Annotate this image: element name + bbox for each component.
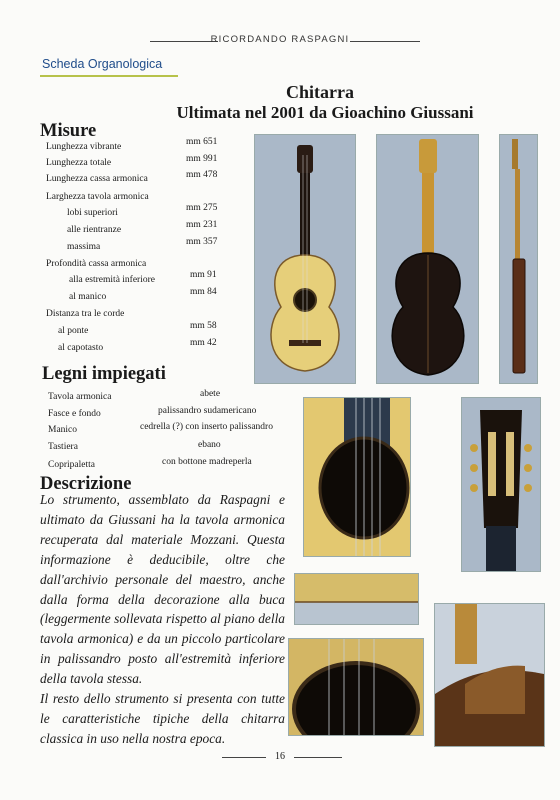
legni-value: cedrella (?) con inserto palissandro (140, 422, 273, 432)
misure-label: Lunghezza totale (46, 158, 112, 168)
heel-detail-photo (434, 603, 545, 747)
legni-heading: Legni impiegati (42, 364, 166, 384)
misure-value: mm 91 (190, 270, 217, 280)
top-edge-detail-photo (294, 573, 419, 625)
misure-label: Lunghezza vibrante (46, 142, 122, 152)
descrizione-heading: Descrizione (40, 474, 132, 494)
legni-label: Tavola armonica (48, 392, 112, 402)
legni-label: Fasce e fondo (48, 409, 101, 419)
page-title: Chitarra (286, 82, 354, 102)
legni-value: con bottone madreperla (162, 457, 252, 467)
misure-value: mm 275 (186, 203, 218, 213)
misure-value: mm 991 (186, 154, 218, 164)
misure-label: lobi superiori (67, 208, 118, 218)
section-label: Scheda Organologica (42, 57, 163, 71)
misure-value: mm 478 (186, 170, 218, 180)
misure-label: massima (67, 242, 101, 252)
misure-label: al manico (69, 292, 107, 302)
misure-label: Distanza tra le corde (46, 309, 125, 319)
legni-value: abete (200, 389, 221, 399)
misure-label: al ponte (58, 326, 89, 336)
misure-label: alla estremità inferiore (69, 275, 155, 285)
legni-label: Manico (48, 425, 78, 435)
misure-label: Lunghezza cassa armonica (46, 174, 148, 184)
misure-value: mm 42 (190, 338, 217, 348)
misure-label: Profondità cassa armonica (46, 259, 147, 269)
section-underline (40, 75, 178, 77)
soundhole-closeup-photo (303, 397, 411, 557)
soundhole-rosette-photo (288, 638, 424, 736)
misure-value: mm 84 (190, 287, 217, 297)
page-subtitle: Ultimata nel 2001 da Gioachino Giussani (176, 103, 474, 122)
footer-rule-left (222, 757, 266, 758)
misure-value: mm 651 (186, 137, 218, 147)
description-paragraph: Lo strumento, assemblato da Raspagni e ultimato da Giussani ha la tavola armonica recuperata dal materiale Mozzani. Questa informazione è deducibile, oltre che dall'archivio personale del maestro, anche dalla forma della decorazione alla buca (leggermente sollevata rispetto al piano della tavola armonica) e da un piccolo particolare in palissandro posto all'estremità inferiore della tavola stessa. (40, 492, 285, 687)
misure-heading: Misure (40, 121, 97, 141)
misure-label: al capotasto (58, 343, 104, 353)
legni-value: ebano (198, 440, 221, 450)
guitar-side-photo (499, 134, 538, 384)
header-rule-right (350, 41, 420, 42)
legni-label: Tastiera (48, 442, 78, 452)
misure-value: mm 231 (186, 220, 218, 230)
headstock-closeup-photo (461, 397, 541, 572)
misure-label: Larghezza tavola armonica (46, 192, 149, 202)
page-number: 16 (275, 751, 285, 762)
running-title: RICORDANDO RASPAGNI (210, 34, 350, 45)
guitar-front-photo (254, 134, 356, 384)
description-text (40, 490, 285, 749)
description-paragraph: Il resto dello strumento si presenta con tutte le caratteristiche tipiche della chitarra classica in uso nella nostra epoca. (40, 691, 285, 746)
legni-label: Copripaletta (48, 460, 95, 470)
misure-value: mm 357 (186, 237, 218, 247)
guitar-back-photo (376, 134, 479, 384)
misure-label: alle rientranze (67, 225, 122, 235)
legni-value: palissandro sudamericano (158, 406, 257, 416)
footer-rule-right (294, 757, 342, 758)
misure-value: mm 58 (190, 321, 217, 331)
